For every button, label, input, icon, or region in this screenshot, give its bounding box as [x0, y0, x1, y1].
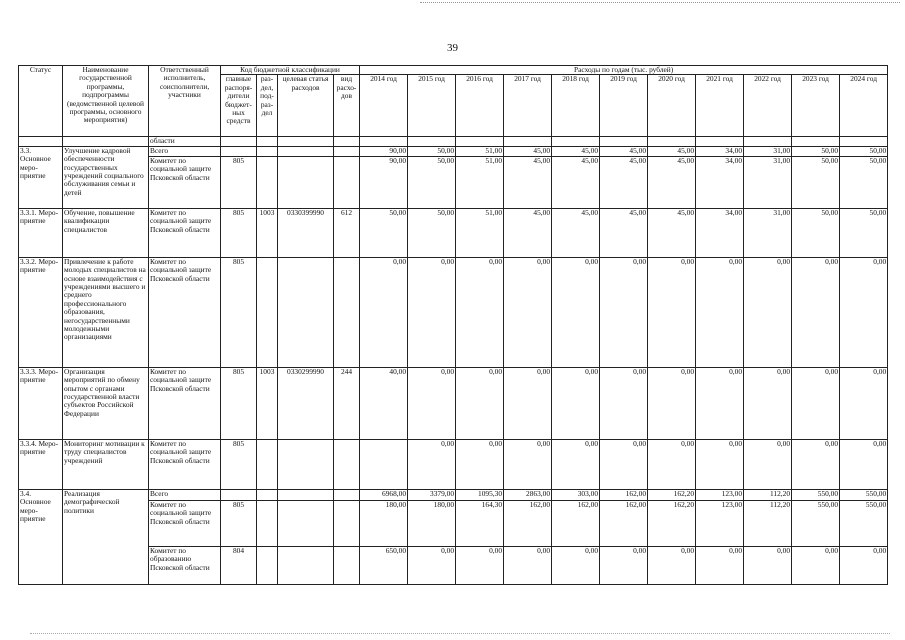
header-year: 2020 год [648, 75, 696, 137]
row-status: 3.3. Основное меро-приятие [19, 146, 63, 208]
row-year-value: 31,00 [744, 156, 792, 208]
row-year-value: 51,00 [456, 146, 504, 156]
row-year-value: 51,00 [456, 208, 504, 257]
header-year: 2014 год [360, 75, 408, 137]
row-year-value: 0,00 [504, 546, 552, 584]
row-year-value: 0,00 [600, 367, 648, 439]
row-grbs: 805 [221, 439, 257, 489]
header-code-target: целевая статья расходов [278, 75, 334, 137]
header-code-type: вид расхо-дов [334, 75, 360, 137]
row-year-value: 0,00 [648, 439, 696, 489]
row-year-value: 45,00 [552, 146, 600, 156]
row-year-value: 0,00 [360, 257, 408, 367]
row-responsible: Комитет по социальной защите Псковской области [149, 208, 221, 257]
row-year-value: 0,00 [552, 367, 600, 439]
row-year-value: 550,00 [840, 489, 888, 500]
table-row [19, 500, 888, 546]
row-year-value: 2863,00 [504, 489, 552, 500]
row-section [257, 146, 278, 156]
row-year-value: 45,00 [648, 146, 696, 156]
row-status: 3.3.2. Меро-приятие [19, 257, 63, 367]
row-year-value: 162,20 [648, 489, 696, 500]
row-year-value: 45,00 [600, 146, 648, 156]
row-year-value: 0,00 [696, 439, 744, 489]
row-year-value: 0,00 [456, 257, 504, 367]
row-year-value: 0,00 [648, 546, 696, 584]
row-year-value: 45,00 [600, 156, 648, 208]
row-responsible: Всего [149, 489, 221, 500]
row-year-value: 162,00 [552, 500, 600, 546]
row-year-value: 31,00 [744, 208, 792, 257]
header-code-grbs: главные распоря-дители бюджет-ных средств [221, 75, 257, 137]
table-row [19, 489, 888, 500]
row-expense-type [334, 156, 360, 208]
row-year-value: 50,00 [360, 208, 408, 257]
row-year-value: 45,00 [504, 146, 552, 156]
header-year: 2015 год [408, 75, 456, 137]
row-year-value [360, 439, 408, 489]
row-responsible: Комитет по социальной защите Псковской области [149, 257, 221, 367]
row-year-value: 50,00 [792, 146, 840, 156]
row-year-value: 45,00 [648, 208, 696, 257]
row-section [257, 257, 278, 367]
row-expense-type: 244 [334, 367, 360, 439]
row-target-article: 0330399990 [278, 208, 334, 257]
row-grbs: 804 [221, 546, 257, 584]
row-grbs: 805 [221, 257, 257, 367]
row-year-value: 0,00 [648, 367, 696, 439]
table-body [19, 137, 888, 584]
header-year: 2019 год [600, 75, 648, 137]
budget-table [18, 65, 888, 585]
table-row [19, 546, 888, 584]
row-year-value: 45,00 [552, 208, 600, 257]
row-year-value: 0,00 [408, 439, 456, 489]
row-year-value: 0,00 [696, 546, 744, 584]
row-expense-type [334, 146, 360, 156]
row-year-value: 1095,30 [456, 489, 504, 500]
row-year-value: 45,00 [648, 156, 696, 208]
row-responsible: Всего [149, 146, 221, 156]
row-year-value: 3379,00 [408, 489, 456, 500]
row-year-value: 50,00 [792, 208, 840, 257]
row-expense-type [334, 489, 360, 500]
row-status: 3.3.3. Меро-приятие [19, 367, 63, 439]
row-year-value: 550,00 [840, 500, 888, 546]
table-row [19, 439, 888, 489]
row-year-value: 0,00 [744, 439, 792, 489]
row-year-value: 0,00 [648, 257, 696, 367]
row-year-value: 50,00 [840, 208, 888, 257]
row-year-value: 180,00 [360, 500, 408, 546]
row-year-value: 0,00 [744, 257, 792, 367]
row-year-value: 162,00 [504, 500, 552, 546]
row-grbs: 805 [221, 208, 257, 257]
row-year-value: 50,00 [840, 156, 888, 208]
row-target-article [278, 156, 334, 208]
row-grbs: 805 [221, 156, 257, 208]
row-year-value: 0,00 [696, 367, 744, 439]
row-year-value: 50,00 [408, 156, 456, 208]
row-year-value: 550,00 [792, 489, 840, 500]
row-responsible: Комитет по социальной защите Псковской области [149, 500, 221, 546]
row-year-value: 0,00 [552, 546, 600, 584]
table-row [19, 367, 888, 439]
row-year-value: 0,00 [504, 257, 552, 367]
table-row [19, 146, 888, 156]
row-section [257, 439, 278, 489]
row-year-value: 0,00 [600, 439, 648, 489]
row-target-article [278, 546, 334, 584]
row-year-value: 0,00 [792, 546, 840, 584]
header-status: Статус [19, 66, 63, 137]
row-year-value: 40,00 [360, 367, 408, 439]
row-year-value: 0,00 [504, 439, 552, 489]
row-year-value: 303,00 [552, 489, 600, 500]
row-expense-type [334, 500, 360, 546]
row-expense-type [334, 546, 360, 584]
table-row [19, 257, 888, 367]
row-year-value: 45,00 [504, 156, 552, 208]
row-year-value: 0,00 [840, 439, 888, 489]
row-name: Привлечение к работе молодых специалистов на основе взаимодействия с учреждениями высшего и среднего профессионального образования, негосударственными молодежными организациями [63, 257, 149, 367]
table-row [19, 208, 888, 257]
row-year-value: 0,00 [696, 257, 744, 367]
row-year-value: 0,00 [744, 367, 792, 439]
row-year-value: 0,00 [600, 257, 648, 367]
row-year-value: 0,00 [792, 367, 840, 439]
row-year-value: 123,00 [696, 500, 744, 546]
header-year: 2023 год [792, 75, 840, 137]
header-budget-code: Код бюджетной классификации [221, 66, 360, 75]
row-target-article [278, 257, 334, 367]
row-year-value: 6968,00 [360, 489, 408, 500]
row-expense-type: 612 [334, 208, 360, 257]
header-year: 2021 год [696, 75, 744, 137]
row-year-value: 0,00 [840, 546, 888, 584]
row-year-value: 112,20 [744, 489, 792, 500]
row-year-value: 162,20 [648, 500, 696, 546]
row-year-value: 50,00 [408, 146, 456, 156]
header-year: 2018 год [552, 75, 600, 137]
header-code-section: раз-дел, под-раз-дел [257, 75, 278, 137]
header-year: 2022 год [744, 75, 792, 137]
row-year-value: 0,00 [504, 367, 552, 439]
row-year-value: 50,00 [408, 208, 456, 257]
row-responsible: Комитет по образованию Псковской области [149, 546, 221, 584]
row-year-value: 0,00 [552, 439, 600, 489]
row-section [257, 500, 278, 546]
header-year: 2016 год [456, 75, 504, 137]
row-year-value: 50,00 [840, 146, 888, 156]
row-year-value: 51,00 [456, 156, 504, 208]
row-year-value: 34,00 [696, 146, 744, 156]
row-year-value: 112,20 [744, 500, 792, 546]
row-section: 1003 [257, 208, 278, 257]
row-year-value: 45,00 [600, 208, 648, 257]
row-year-value: 0,00 [840, 257, 888, 367]
row-name: Обучение, повышение квалификации специалистов [63, 208, 149, 257]
row-expense-type [334, 257, 360, 367]
row-year-value: 0,00 [600, 546, 648, 584]
row-year-value: 162,00 [600, 489, 648, 500]
row-year-value: 550,00 [792, 500, 840, 546]
row-name: Мониторинг мотивации к труду специалистов учреждений [63, 439, 149, 489]
row-status: 3.4. Основное меро-приятие [19, 489, 63, 584]
header-expenses: Расходы по годам (тыс. рублей) [360, 66, 888, 75]
scan-artifact-top [420, 2, 900, 4]
row-year-value: 90,00 [360, 146, 408, 156]
row-year-value: 31,00 [744, 146, 792, 156]
row-name: Реализация демографической политики [63, 489, 149, 584]
row-responsible: Комитет по социальной защите Псковской области [149, 439, 221, 489]
header-year: 2017 год [504, 75, 552, 137]
row-section [257, 156, 278, 208]
row-grbs [221, 489, 257, 500]
row-year-value: 0,00 [744, 546, 792, 584]
row-section [257, 489, 278, 500]
row-name: Улучшение кадровой обеспеченности государственных учреждений социального обслуживания семьи и детей [63, 146, 149, 208]
row-target-article [278, 489, 334, 500]
row-year-value: 0,00 [408, 546, 456, 584]
row-section [257, 546, 278, 584]
row-year-value: 0,00 [456, 546, 504, 584]
carry-over-row [19, 137, 888, 146]
row-year-value: 650,00 [360, 546, 408, 584]
row-year-value: 0,00 [552, 257, 600, 367]
row-year-value: 123,00 [696, 489, 744, 500]
row-name: Организация мероприятий по обмену опытом с органами государственной власти субъектов Российской Федерации [63, 367, 149, 439]
row-grbs: 805 [221, 367, 257, 439]
row-target-article [278, 439, 334, 489]
row-year-value: 0,00 [408, 257, 456, 367]
row-status: 3.3.1. Меро-приятие [19, 208, 63, 257]
row-year-value: 0,00 [840, 367, 888, 439]
page-number: 39 [447, 42, 458, 54]
row-year-value: 0,00 [456, 439, 504, 489]
row-grbs [221, 146, 257, 156]
row-year-value: 34,00 [696, 156, 744, 208]
row-year-value: 0,00 [408, 367, 456, 439]
row-year-value: 90,00 [360, 156, 408, 208]
row-year-value: 0,00 [456, 367, 504, 439]
header-year: 2024 год [840, 75, 888, 137]
row-target-article [278, 146, 334, 156]
row-target-article [278, 500, 334, 546]
row-year-value: 45,00 [552, 156, 600, 208]
row-target-article: 0330299990 [278, 367, 334, 439]
row-status: 3.3.4. Меро-приятие [19, 439, 63, 489]
row-year-value: 50,00 [792, 156, 840, 208]
row-year-value: 180,00 [408, 500, 456, 546]
row-year-value: 164,30 [456, 500, 504, 546]
header-name: Наименование государственной программы, подпрограммы (ведомственной целевой программы, основного мероприятия) [63, 66, 149, 137]
header-responsible: Ответственный исполнитель, соисполнители, участники [149, 66, 221, 137]
row-section: 1003 [257, 367, 278, 439]
row-year-value: 45,00 [504, 208, 552, 257]
table-row [19, 156, 888, 208]
row-year-value: 162,00 [600, 500, 648, 546]
row-responsible: Комитет по социальной защите Псковской области [149, 367, 221, 439]
scan-artifact-bottom [30, 633, 890, 635]
row-responsible: Комитет по социальной защите Псковской области [149, 156, 221, 208]
row-year-value: 0,00 [792, 439, 840, 489]
carry-over-text: области [149, 137, 221, 146]
row-expense-type [334, 439, 360, 489]
row-year-value: 34,00 [696, 208, 744, 257]
row-grbs: 805 [221, 500, 257, 546]
row-year-value: 0,00 [792, 257, 840, 367]
